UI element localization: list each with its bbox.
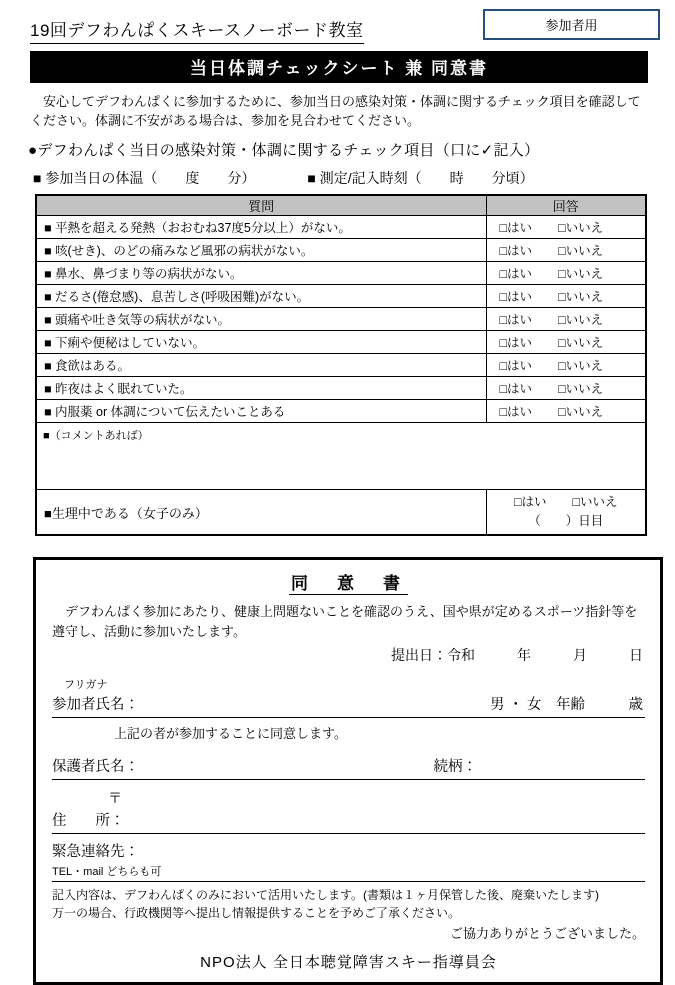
checkbox-yes[interactable]: □はい [499,405,533,419]
submission-date-line: 提出日：令和 年 月 日 [391,647,643,663]
checkbox-no[interactable]: □いいえ [558,221,604,235]
period-days-field[interactable]: （ ）日目 [528,514,604,528]
corner-label: 参加者用 [545,18,598,33]
checkbox-no[interactable]: □いいえ [558,244,604,258]
temperature-time-line [33,168,675,188]
agree-note: 上記の者が参加することに同意します。 [114,726,347,741]
address-label: 住 所： [52,813,125,829]
question-text: ■ 内服薬 or 体調について伝えたいことある [44,405,286,419]
check-table [35,194,647,536]
question-text: ■ 咳(せき)、のどの痛みなど風邪の病状がない。 [44,244,314,258]
emergency-contact-label: 緊急連絡先： [52,844,139,860]
check-table-row [36,285,646,308]
corner-box [483,9,660,40]
thanks-note: ご協力ありがとうございました。 [449,926,645,941]
check-table-row [36,239,646,262]
question-text: ■ 平熱を超える発熱（おおむね37度5分以上）がない。 [44,221,351,235]
header-row [0,0,675,44]
postal-mark: 〒 [108,790,122,806]
guardian-name-label: 保護者氏名： [52,759,139,775]
consent-box [33,557,663,985]
check-table-row [36,308,646,331]
table-header-question: 質問 [36,195,486,216]
privacy-note-1: 記入内容は、デフわんぱくのみにおいて活用いたします。(書類は１ヶ月保管した後、廃棄いたします) [52,888,600,902]
check-table-row [36,377,646,400]
consent-body: デフわんぱく参加にあたり、健康上問題ないことを確認のうえ、国や県が定めるスポーツ指針等を遵守し、活動に参加いたします。 [52,604,638,639]
banner-title: 当日体調チェックシート 兼 同意書 [30,51,648,83]
checkbox-yes[interactable]: □はい [513,495,547,509]
checkbox-yes[interactable]: □はい [499,267,533,281]
comment-field[interactable]: ■（コメントあれば） [36,423,646,490]
period-row [36,490,646,536]
question-text: ■ 昨夜はよく眠れていた。 [44,382,193,396]
checkbox-no[interactable]: □いいえ [558,382,604,396]
checkbox-no[interactable]: □いいえ [558,290,604,304]
comment-row [36,423,646,490]
period-question-text: ■生理中である（女子のみ） [36,490,486,536]
checkbox-yes[interactable]: □はい [499,382,533,396]
check-table-header-row [36,195,646,216]
organization-name: NPO法人 全日本聴覚障害スキー指導員会 [200,954,497,971]
gender-age-label: 男 ・ 女 年齢 歳 [489,697,643,713]
checkbox-yes[interactable]: □はい [499,221,533,235]
participant-name-label: 参加者氏名： [52,697,139,713]
doc-title: 19回デフわんぱくスキースノーボード教室 [30,20,364,44]
privacy-notes [52,886,645,922]
contact-note: TEL・mail どちらも可 [52,866,162,878]
question-text: ■ 頭痛や吐き気等の病状がない。 [44,313,231,327]
participant-name-line [52,693,645,718]
furigana-label: フリガナ [64,679,108,691]
check-table-row [36,331,646,354]
temperature-field: ■ 参加当日の体温（ 度 分） [33,170,256,186]
checkbox-yes[interactable]: □はい [499,313,533,327]
relation-label: 続柄： [433,759,477,775]
checkbox-yes[interactable]: □はい [499,290,533,304]
check-rows [36,216,646,423]
table-header-answer: 回答 [486,195,646,216]
guardian-name-line [52,755,645,780]
checkbox-no[interactable]: □いいえ [558,267,604,281]
checkbox-yes[interactable]: □はい [499,359,533,373]
question-text: ■ 鼻水、鼻づまり等の病状がない。 [44,267,243,281]
privacy-note-2: 万一の場合、行政機関等へ提出し情報提供することを予めご了承ください。 [52,906,461,920]
intro-paragraph: 安心してデフわんぱくに参加するために、参加当日の感染対策・体調に関するチェック項目を確認してください。体調に不安がある場合は、参加を見合わせてください。 [30,94,641,128]
question-text: ■ 下痢や便秘はしていない。 [44,336,206,350]
address-line [52,809,645,834]
checkbox-no[interactable]: □いいえ [558,405,604,419]
checkbox-no[interactable]: □いいえ [558,313,604,327]
check-table-row [36,262,646,285]
time-field: ■ 測定/記入時刻（ 時 分頃） [307,170,534,186]
period-answer-cell [486,490,646,536]
check-table-row [36,400,646,423]
checkbox-no[interactable]: □いいえ [558,359,604,373]
check-table-row [36,354,646,377]
checkbox-no[interactable]: □いいえ [572,495,618,509]
emergency-contact-line [52,863,645,882]
check-table-row [36,216,646,239]
checkbox-yes[interactable]: □はい [499,244,533,258]
checkbox-yes[interactable]: □はい [499,336,533,350]
checklist-heading: ●デフわんぱく当日の感染対策・体調に関するチェック項目（口に✓記入） [28,142,540,159]
question-text: ■ だるさ(倦怠感)、息苦しさ(呼吸困難)がない。 [44,290,310,304]
question-text: ■ 食欲はある。 [44,359,131,373]
checkbox-no[interactable]: □いいえ [558,336,604,350]
consent-title: 同 意 書 [291,574,406,593]
